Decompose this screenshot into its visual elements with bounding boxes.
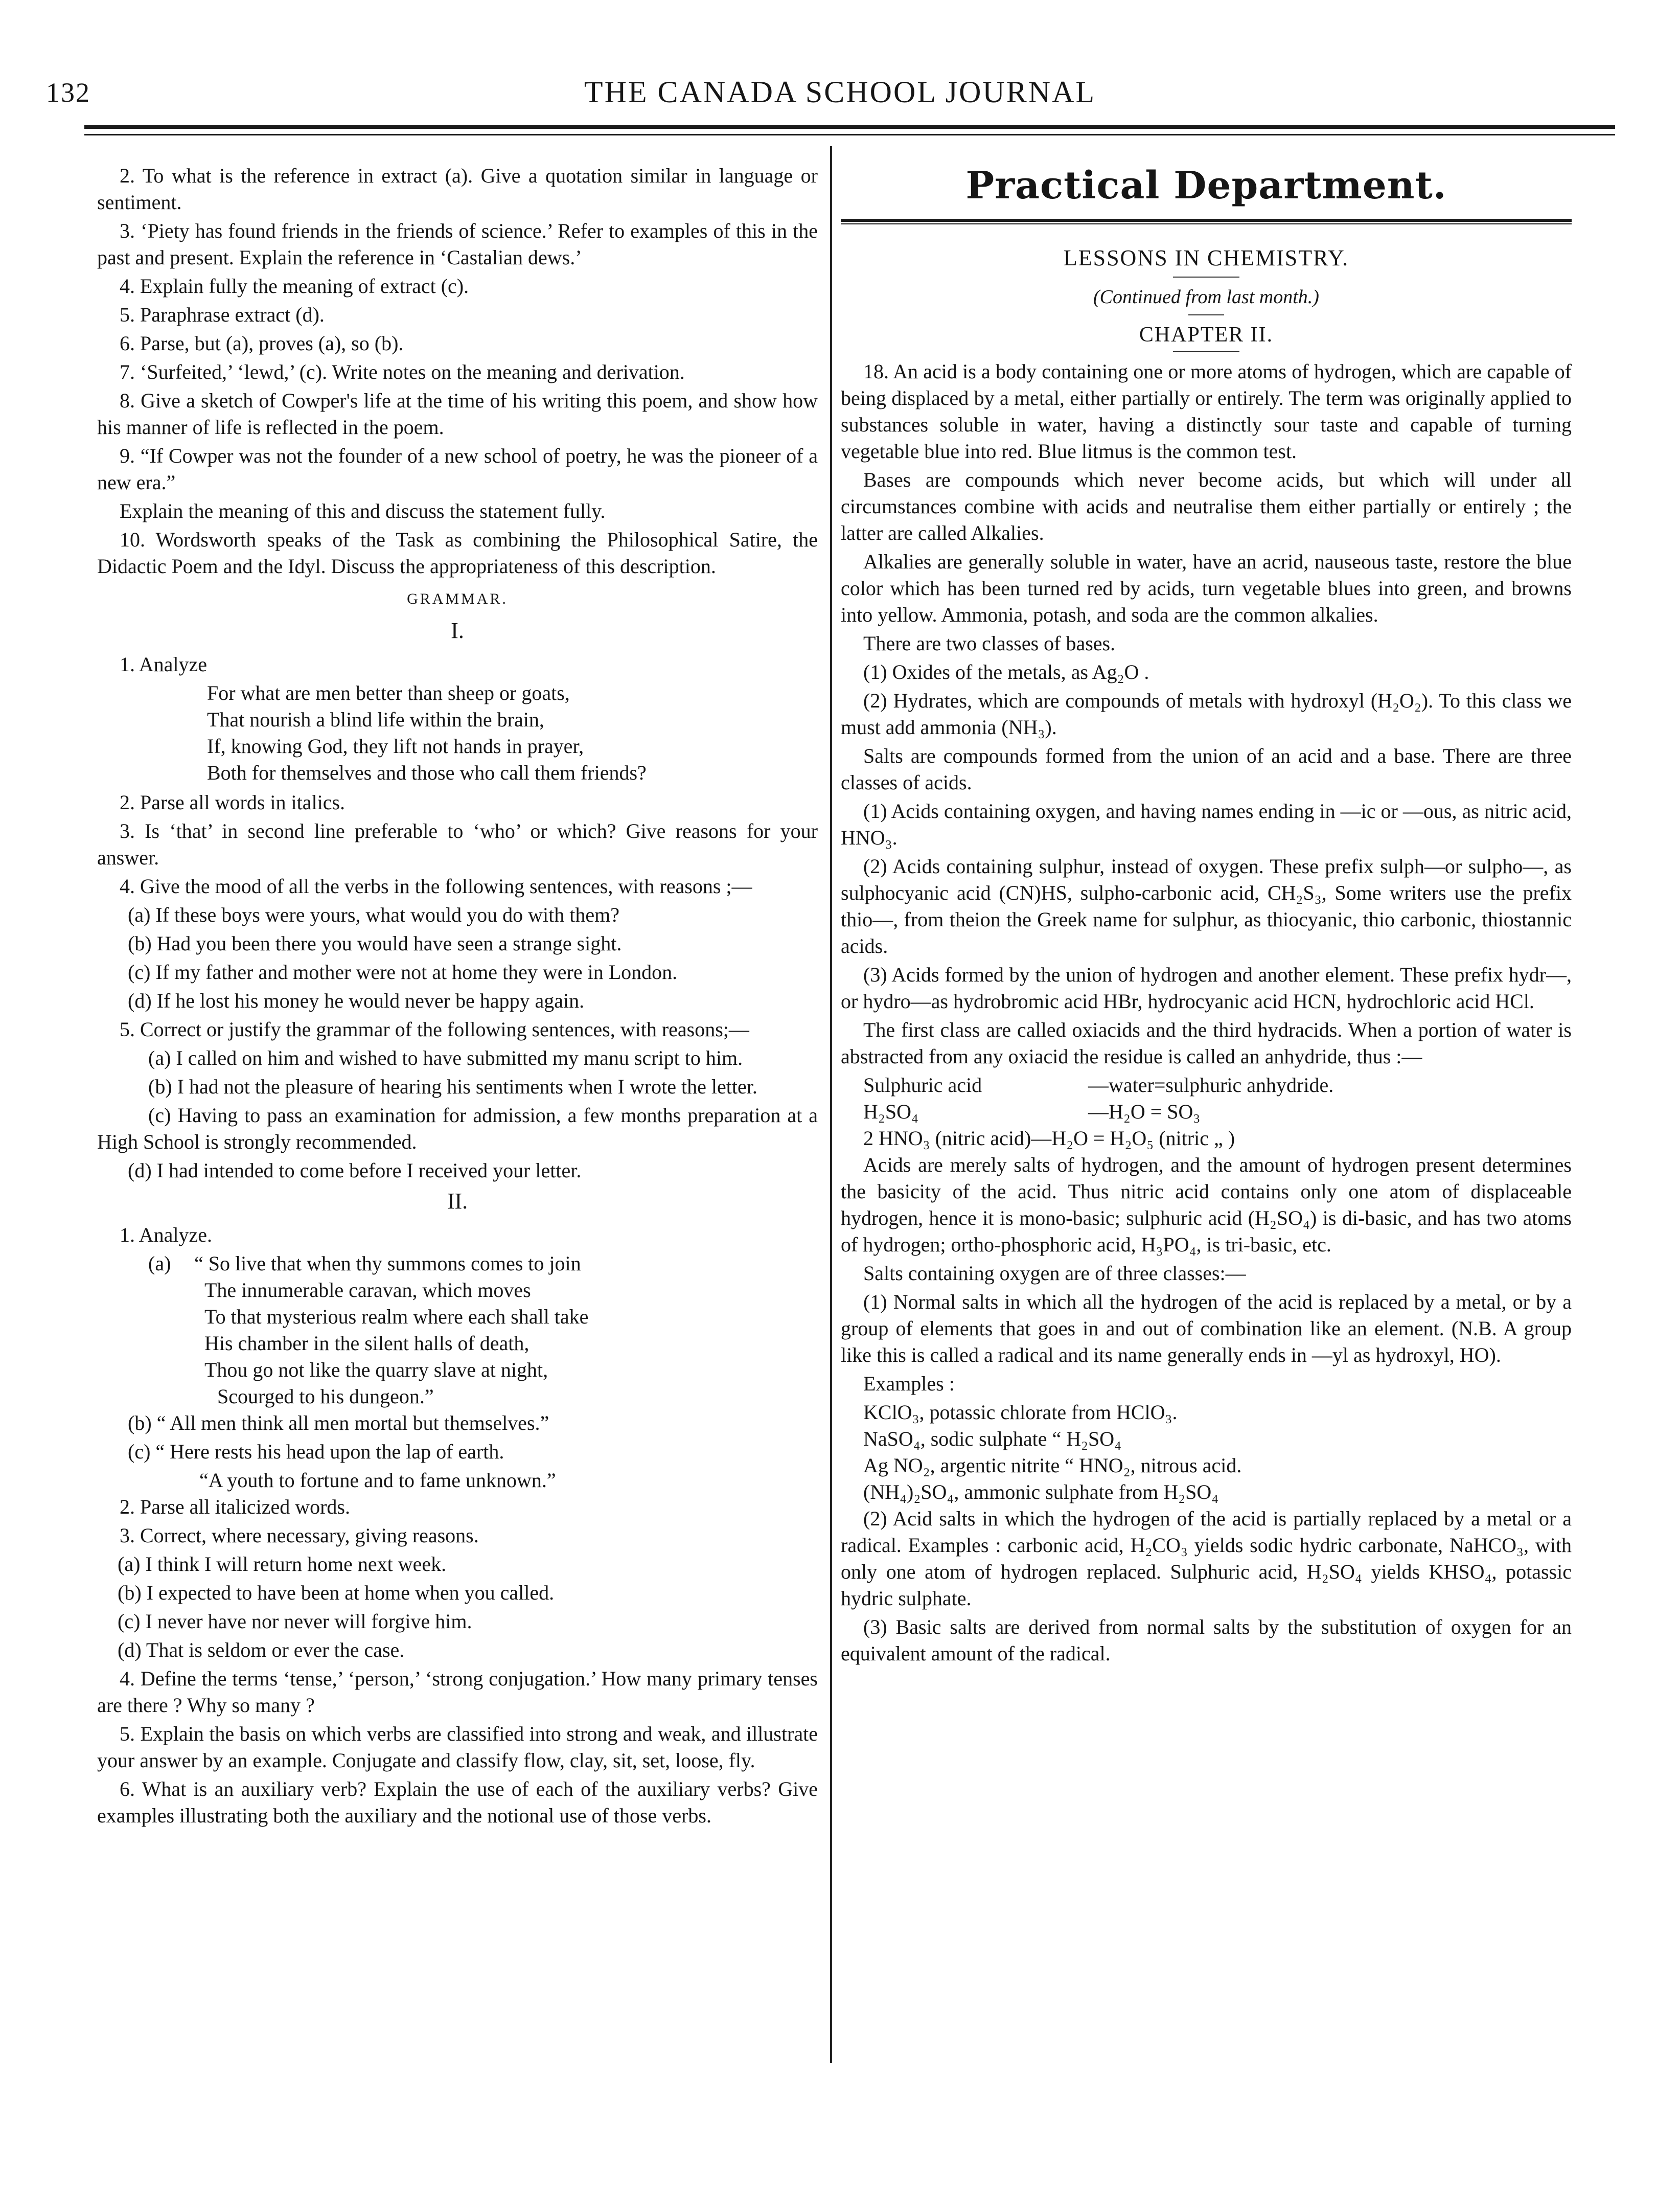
grammar-q4-a: (a) If these boys were yours, what would you do with them? bbox=[128, 903, 619, 926]
short-rule bbox=[1173, 277, 1239, 278]
paragraph-basic-salts: (3) Basic salts are derived from normal salts by the substitution of oxygen for an equivalent amount of the radical. bbox=[841, 1615, 1572, 1665]
verse-line: To that mysterious realm where each shall take bbox=[204, 1305, 589, 1328]
formula-row-2 bbox=[841, 1099, 1572, 1125]
analyze-q1-b: (b) “ All men think all men mortal but themselves.” bbox=[128, 1411, 549, 1434]
question-3: 3. ‘Piety has found friends in the friends of science.’ Refer to examples of this in the past and present. Explain the reference in ‘Castalian dews.’ bbox=[97, 219, 818, 269]
verse-line: Both for themselves and those who call them friends? bbox=[207, 761, 647, 784]
analyze-q3: 3. Correct, where necessary, giving reasons. bbox=[120, 1524, 479, 1547]
question-9-follow: Explain the meaning of this and discuss the statement fully. bbox=[120, 499, 606, 522]
analyze-q3-d: (d) That is seldom or ever the case. bbox=[118, 1638, 405, 1661]
section-one-heading: I. bbox=[451, 618, 464, 643]
formula-term: 2 HNO₃ (nitric acid)—H₂O = H₂O₅ (nitric „ ) bbox=[863, 1127, 1235, 1150]
verse-line: For what are men better than sheep or goats, bbox=[207, 681, 570, 704]
example-line: NaSO₄, sodic sulphate “ H₂SO₄ bbox=[863, 1427, 1122, 1450]
left-column bbox=[97, 163, 818, 1831]
formula-result: —water=sulphuric anhydride. bbox=[1088, 1074, 1334, 1097]
analyze-q1-c-line2: “A youth to fortune and to fame unknown.” bbox=[199, 1469, 556, 1492]
analyze-q4: 4. Define the terms ‘tense,’ ‘person,’ ‘strong conjugation.’ How many primary tenses are there ? Why so many ? bbox=[97, 1667, 818, 1717]
grammar-heading: GRAMMAR. bbox=[407, 590, 508, 607]
verse-block-1 bbox=[97, 680, 818, 786]
department-title: Practical Department. bbox=[965, 164, 1447, 208]
grammar-q4-b: (b) Had you been there you would have seen a strange sight. bbox=[128, 932, 622, 955]
formula-term: H₂SO₄ bbox=[863, 1100, 918, 1123]
paragraph-three-classes: Salts containing oxygen are of three classes:— bbox=[863, 1262, 1246, 1285]
department-rule bbox=[841, 219, 1572, 222]
question-8: 8. Give a sketch of Cowper's life at the time of his writing this poem, and show how his manner of life is reflected in the poem. bbox=[97, 389, 818, 439]
analyze-q5: 5. Explain the basis on which verbs are classified into strong and weak, and illustrate your answer by an example. Conjugate and classify flow, clay, sit, set, loose, fly. bbox=[97, 1722, 818, 1772]
formula-term: Sulphuric acid bbox=[863, 1074, 982, 1097]
verse-block-2 bbox=[97, 1250, 818, 1410]
verse-line: Scourged to his dungeon.” bbox=[217, 1385, 434, 1408]
question-7: 7. ‘Surfeited,’ ‘lewd,’ (c). Write notes on the meaning and derivation. bbox=[120, 360, 685, 383]
question-10: 10. Wordsworth speaks of the Task as combining the Philosophical Satire, the Didactic Poem and the Idyl. Discuss the appropriateness of this description. bbox=[97, 528, 818, 578]
header-rule bbox=[84, 125, 1615, 129]
paragraph-acid-class-1: (1) Acids containing oxygen, and having names ending in —ic or —ous, as nitric acid, HNO₃. bbox=[841, 800, 1572, 849]
analyze-q1: 1. Analyze. bbox=[120, 1223, 213, 1246]
short-rule bbox=[1188, 314, 1224, 315]
verse-line: If, knowing God, they lift not hands in prayer, bbox=[207, 735, 584, 758]
continued-note: (Continued from last month.) bbox=[1093, 286, 1319, 308]
analyze-q6: 6. What is an auxiliary verb? Explain the use of each of the auxiliary verbs? Give examples illustrating both the auxiliary and the notional use of those verbs. bbox=[97, 1777, 818, 1827]
paragraph-salts: Salts are compounds formed from the union of an acid and a base. There are three classes of acids. bbox=[841, 744, 1572, 794]
verse-label-a: (a) bbox=[148, 1252, 171, 1275]
paragraph-basicity: Acids are merely salts of hydrogen, and the amount of hydrogen present determines the basicity of the acid. Thus nitric acid contains only one atom of displaceable hydrogen, hence it is mono-basic; sulphuric acid (H₂SO₄) is di-basic, and has two atoms of hydrogen; ortho-phosphoric acid, H₃PO₄, is tri-basic, etc. bbox=[841, 1153, 1572, 1256]
grammar-q5-a: (a) I called on him and wished to have submitted my manu script to him. bbox=[148, 1046, 743, 1069]
section-two-heading: II. bbox=[447, 1189, 468, 1214]
verse-line: Thou go not like the quarry slave at night, bbox=[204, 1358, 548, 1381]
grammar-q5-d: (d) I had intended to come before I received your letter. bbox=[128, 1159, 582, 1182]
analyze-q3-a: (a) I think I will return home next week. bbox=[118, 1553, 447, 1576]
grammar-q4-d: (d) If he lost his money he would never be happy again. bbox=[128, 989, 585, 1012]
formula-row-1 bbox=[841, 1072, 1572, 1099]
analyze-q3-c: (c) I never have nor never will forgive him. bbox=[118, 1610, 472, 1633]
analyze-q3-b: (b) I expected to have been at home when you called. bbox=[118, 1581, 555, 1604]
verse-line: The innumerable caravan, which moves bbox=[204, 1279, 531, 1302]
verse-line: That nourish a blind life within the brain, bbox=[207, 708, 544, 731]
verse-line: “ So live that when thy summons comes to join bbox=[194, 1252, 581, 1275]
paragraph-normal-salts: (1) Normal salts in which all the hydrogen of the acid is replaced by a metal, or by a group of elements that goes in and out of combination like an element. (N.B. A group like this is called a radical and its name generally ends in —yl as hydroxyl, HO). bbox=[841, 1290, 1572, 1366]
paragraph-two-classes: There are two classes of bases. bbox=[863, 632, 1116, 655]
paragraph-bases: Bases are compounds which never become acids, but which will under all circumstances combine with acids and neutralise them either partially or entirely ; the latter are called Alkalies. bbox=[841, 468, 1572, 544]
short-rule bbox=[1173, 351, 1239, 352]
grammar-q4-c: (c) If my father and mother were not at home they were in London. bbox=[128, 961, 678, 984]
question-5: 5. Paraphrase extract (d). bbox=[120, 303, 325, 326]
grammar-q3: 3. Is ‘that’ in second line preferable to ‘who’ or which? Give reasons for your answer. bbox=[97, 819, 818, 869]
examples-label: Examples : bbox=[863, 1372, 955, 1395]
question-9: 9. “If Cowper was not the founder of a new school of poetry, he was the pioneer of a new era.” bbox=[97, 444, 818, 494]
grammar-q5: 5. Correct or justify the grammar of the following sentences, with reasons;— bbox=[120, 1018, 749, 1041]
question-6: 6. Parse, but (a), proves (a), so (b). bbox=[120, 332, 404, 355]
chapter-heading: CHAPTER II. bbox=[1139, 323, 1274, 347]
paragraph-alkalies: Alkalies are generally soluble in water, have an acrid, nauseous taste, restore the blue color which has been turned red by acids, turn vegetable blues into green, and browns into yellow. Ammonia, potash, and soda are the common alkalies. bbox=[841, 550, 1572, 626]
formula-result: —H₂O = SO₃ bbox=[1088, 1100, 1201, 1123]
paragraph-acid-salts: (2) Acid salts in which the hydrogen of the acid is partially replaced by a metal or a radical. Examples : carbonic acid, H₂CO₃ yields sodic hydric carbonate, NaHCO₃, with only one atom of hydrogen replaced. Sulphuric acid, H₂SO₄ yields KHSO₄, potassic hydric sulphate. bbox=[841, 1507, 1572, 1610]
question-2: 2. To what is the reference in extract (a). Give a quotation similar in language or sentiment. bbox=[97, 164, 818, 214]
analyze-q1-c: (c) “ Here rests his head upon the lap of earth. bbox=[128, 1440, 504, 1463]
question-4: 4. Explain fully the meaning of extract (c). bbox=[120, 275, 469, 298]
example-line: (NH₄)₂SO₄, ammonic sulphate from H₂SO₄ bbox=[863, 1480, 1219, 1503]
example-line: KClO₃, potassic chlorate from HClO₃. bbox=[863, 1401, 1178, 1424]
department-rule-thin bbox=[841, 223, 1572, 224]
grammar-q5-b: (b) I had not the pleasure of hearing his sentiments when I wrote the letter. bbox=[148, 1075, 757, 1098]
journal-title: THE CANADA SCHOOL JOURNAL bbox=[584, 75, 1096, 109]
example-line: Ag NO₂, argentic nitrite “ HNO₂, nitrous acid. bbox=[863, 1454, 1242, 1477]
paragraph-oxides: (1) Oxides of the metals, as Ag₂O . bbox=[863, 660, 1149, 683]
verse-line: His chamber in the silent halls of death, bbox=[204, 1332, 530, 1355]
formula-row-3 bbox=[841, 1125, 1572, 1152]
paragraph-oxiacids: The first class are called oxiacids and the third hydracids. When a portion of water is abstracted from any oxiacid the residue is called an anhydride, thus :— bbox=[841, 1018, 1572, 1068]
grammar-q1: 1. Analyze bbox=[120, 653, 208, 676]
column-divider bbox=[830, 146, 832, 2063]
paragraph-acid-class-2: (2) Acids containing sulphur, instead of oxygen. These prefix sulph—or sulpho—, as sulphocyanic acid (CN)HS, sulpho-carbonic acid, CH₂S₃, Some writers use the prefix thio—, from theion the Greek name for sulphur, as thiocyanic, thio carbonic, thiostannic acids. bbox=[841, 855, 1572, 957]
lessons-title: LESSONS IN CHEMISTRY. bbox=[1063, 245, 1349, 270]
grammar-q4: 4. Give the mood of all the verbs in the following sentences, with reasons ;— bbox=[120, 875, 752, 898]
paragraph-acid: 18. An acid is a body containing one or more atoms of hydrogen, which are capable of being displaced by a metal, either partially or entirely. The term was originally applied to substances soluble in water, having a distinctly sour taste and capable of turning vegetable blue into red. Blue litmus is the common test. bbox=[841, 360, 1572, 463]
page-number: 132 bbox=[46, 77, 90, 108]
header-rule-thin bbox=[84, 134, 1615, 135]
analyze-q2: 2. Parse all italicized words. bbox=[120, 1495, 350, 1518]
paragraph-hydrates: (2) Hydrates, which are compounds of metals with hydroxyl (H₂O₂). To this class we must add ammonia (NH₃). bbox=[841, 689, 1572, 739]
grammar-q5-c: (c) Having to pass an examination for admission, a few months preparation at a High School is strongly recommended. bbox=[97, 1104, 818, 1153]
paragraph-acid-class-3: (3) Acids formed by the union of hydrogen and another element. These prefix hydr—, or hydro—as hydrobromic acid HBr, hydrocyanic acid HCN, hydrochloric acid HCl. bbox=[841, 963, 1572, 1013]
right-column bbox=[841, 163, 1572, 1669]
grammar-q2: 2. Parse all words in italics. bbox=[120, 791, 346, 814]
